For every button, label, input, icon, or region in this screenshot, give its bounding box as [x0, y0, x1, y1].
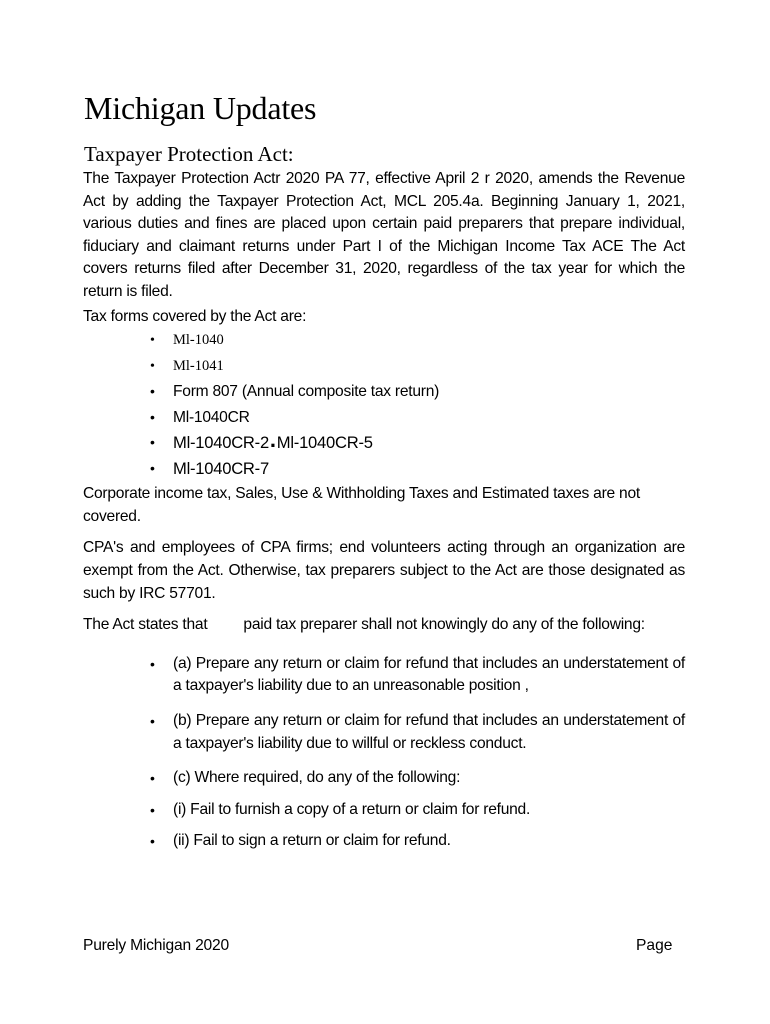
- bullet-icon: •: [150, 333, 155, 349]
- document-body: [83, 168, 685, 862]
- bullet-icon: •: [150, 383, 155, 400]
- bullet-icon: •: [150, 801, 155, 818]
- list-item: [83, 767, 685, 790]
- list-item: [83, 405, 685, 431]
- forms-heading: Tax forms covered by the Act are:: [83, 307, 307, 325]
- form-name: Ml-1040CR-2: [173, 433, 269, 453]
- bullet-icon: •: [150, 408, 155, 425]
- form-name: Ml-1040CR: [173, 408, 250, 426]
- intro-paragraph: The Taxpayer Protection Actr 2020 PA 77, effective April 2 r 2020, amends the Revenue Act by adding the Taxpayer Protection Act, MCL 205.4a. Beginning January 1, 2021, various duties and fines are placed upon certain paid preparers that prepare individual, fiduciary and claimant returns under Part I of the Michigan Income Tax ACE The Act covers returns filed after December 31, 2020, regardless of the tax year for which the return is filed.: [83, 170, 685, 300]
- act-states-lead: The Act states that: [83, 616, 208, 634]
- act-states-paragraph: [83, 614, 685, 637]
- bullet-icon: •: [150, 434, 155, 451]
- bullet-icon: •: [150, 459, 155, 476]
- exempt-paragraph: CPA's and employees of CPA firms; end volunteers acting through an organization are exempt from the Act. Otherwise, tax preparers subject to the Act are those designated as such by IRC 57701.: [83, 539, 685, 602]
- list-item: [83, 456, 685, 482]
- form-name: Ml-1040CR-5: [276, 433, 373, 453]
- list-item: [83, 354, 685, 380]
- list-item: [83, 830, 685, 853]
- form-name: Ml-1040CR-7: [173, 458, 269, 478]
- bullet-icon: •: [150, 655, 155, 672]
- bullet-icon: •: [150, 770, 155, 787]
- rule-text: (c) Where required, do any of the following:: [173, 769, 461, 787]
- rule-text: (b) Prepare any return or claim for refund that includes an understatement of a taxpayer's liability due to willful or reckless conduct.: [173, 711, 685, 752]
- list-item: [83, 328, 685, 354]
- list-item: [83, 799, 685, 822]
- list-item: [83, 710, 685, 755]
- bullet-icon: •: [150, 712, 155, 729]
- footer-left-text: Purely Michigan 2020: [83, 937, 229, 954]
- bullet-icon: •: [150, 833, 155, 850]
- list-item: [83, 427, 685, 456]
- separator-dot-icon: .: [269, 427, 276, 453]
- rule-text: (i) Fail to furnish a copy of a return or claim for refund.: [173, 800, 531, 818]
- rule-text: (a) Prepare any return or claim for refund that includes an understatement of a taxpayer's liability due to an unreasonable position ,: [173, 654, 685, 695]
- form-name: Ml-1041: [173, 357, 224, 374]
- form-name: Ml-1040: [173, 332, 224, 349]
- forms-list: [83, 328, 685, 481]
- form-name: Form 807 (Annual composite tax return): [173, 383, 440, 401]
- footer-page-label: Page: [636, 937, 673, 954]
- not-covered-paragraph: Corporate income tax, Sales, Use & Withholding Taxes and Estimated taxes are not covered.: [83, 485, 640, 525]
- rules-list: [83, 653, 685, 853]
- page-title: Michigan Updates: [84, 90, 317, 126]
- section-heading: Taxpayer Protection Act:: [84, 142, 294, 166]
- bullet-icon: •: [150, 358, 155, 374]
- list-item: [83, 653, 685, 698]
- act-states-rest: paid tax preparer shall not knowingly do any of the following:: [243, 616, 645, 634]
- rule-text: (ii) Fail to sign a return or claim for refund.: [173, 832, 451, 850]
- list-item: [83, 379, 685, 405]
